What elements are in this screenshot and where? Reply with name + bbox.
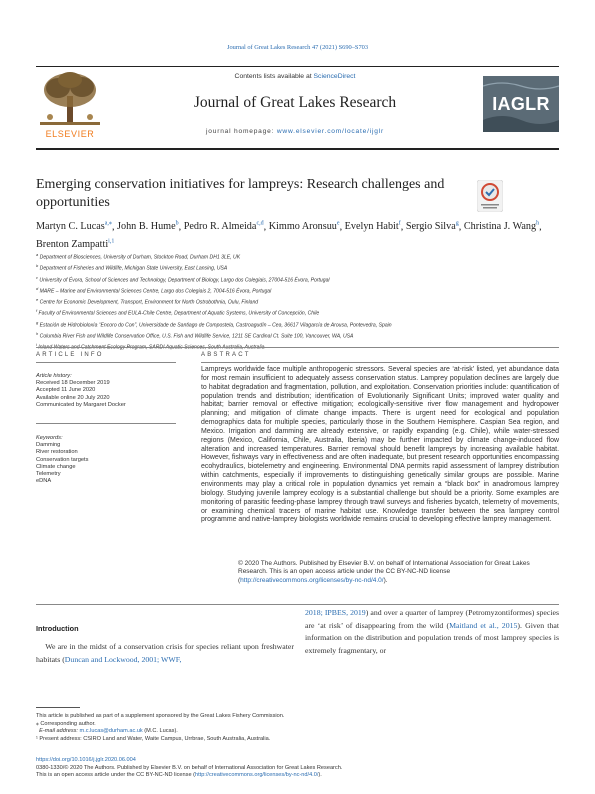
affiliation-marker: f xyxy=(36,308,38,314)
header-bottom-rule xyxy=(36,148,559,150)
copyright-notice xyxy=(238,560,559,585)
affiliation-text: Inland Waters and Catchment Ecology Program, SARDI Aquatic Sciences, South Australia, Australia xyxy=(36,344,265,351)
copyright-text: © 2020 The Authors. Published by Elsevier B.V. on behalf of International Association for Great Lakes Research. This is an open access article under the CC BY-NC-ND license ( xyxy=(238,560,530,584)
article-info-rule xyxy=(36,362,176,363)
affiliation-text: MARE – Marine and Environmental Sciences Centre, Largo dos Colegiais 2, 7004-516 Évora, Portugal xyxy=(38,288,272,295)
author-name-text: Brenton Zampatti xyxy=(36,239,109,251)
affiliation-item xyxy=(36,262,556,273)
history-item: Available online 20 July 2020 xyxy=(36,394,110,401)
journal-title: Journal of Great Lakes Research xyxy=(193,94,397,111)
author-affiliation-marker[interactable]: a,⁎ xyxy=(104,221,112,227)
intro-text-right-end: ). Given that information on the distribution and population trends of most lamprey species is extremely fragmentary, or xyxy=(305,620,559,655)
footnote-rule xyxy=(36,707,80,708)
affiliation-text: Columbia River Fish and Wildlife Conservation Office, U.S. Fish and Wildlife Service, 1211 SE Cardinal Ct. Suite 100, Vancouver, WA, USA xyxy=(38,333,354,340)
intro-text-right: ) and over a quarter of lamprey (Petromyzontiformes) species are ‘at risk’ of disappearing from the wild ( xyxy=(305,608,560,630)
keyword-item: Climate change xyxy=(36,463,76,470)
author-affiliation-marker[interactable]: c,d xyxy=(256,221,264,227)
email-suffix: (M.C. Lucas). xyxy=(142,728,178,735)
check-for-updates-icon xyxy=(477,180,503,212)
author-name[interactable] xyxy=(117,221,179,232)
contents-line xyxy=(112,73,478,80)
affiliation-marker: h xyxy=(36,330,39,336)
open-access-link[interactable]: http://creativecommons.org/licenses/by-nc-nd/4.0/ xyxy=(194,772,319,779)
affiliation-marker: i xyxy=(36,342,37,348)
footnotes xyxy=(36,713,559,743)
doi-link[interactable]: https://doi.org/10.1016/j.jglr.2020.06.004 xyxy=(36,757,136,763)
iaglr-logo-text: IAGLR xyxy=(492,94,550,114)
history-label: Article history: xyxy=(36,373,72,379)
affiliations xyxy=(36,251,556,353)
affiliation-item xyxy=(36,330,556,341)
author-affiliation-marker[interactable]: f xyxy=(398,221,401,227)
authors-rule xyxy=(36,347,559,348)
iaglr-logo[interactable] xyxy=(483,76,559,132)
citation-wwf-ipbes[interactable]: 2018; IPBES, 2019 xyxy=(305,608,366,617)
author-name-text: Evelyn Habit xyxy=(344,221,399,233)
history-item: Accepted 11 June 2020 xyxy=(36,387,96,394)
affiliation-item xyxy=(36,319,556,330)
open-access-text: This is an open access article under the CC BY-NC-ND license ( xyxy=(36,772,195,779)
history-rule xyxy=(36,423,176,424)
author-name[interactable] xyxy=(406,221,459,232)
keywords-label: Keywords: xyxy=(36,435,63,441)
journal-reference[interactable]: Journal of Great Lakes Research 47 (2021) S690–S703 xyxy=(226,44,369,51)
author-name[interactable] xyxy=(269,221,340,232)
affiliation-text: Faculty of Environmental Sciences and EULA-Chile Centre, Department of Aquatic Systems, University of Concepción, Chile xyxy=(37,311,320,318)
header-top-rule xyxy=(36,66,559,67)
author-affiliation-marker[interactable]: h xyxy=(536,221,540,227)
keyword-item: Telemetry xyxy=(36,471,61,478)
author-name[interactable] xyxy=(184,221,264,232)
copyright-close: ). xyxy=(383,576,388,584)
author-affiliation-marker[interactable]: e xyxy=(336,221,340,227)
elsevier-logo[interactable] xyxy=(36,70,104,142)
open-access-close: ). xyxy=(318,772,322,779)
keywords-list xyxy=(36,442,166,485)
affiliation-text: Department of Biosciences, University of Durham, Stockton Road, Durham DH1 3LE, UK xyxy=(38,254,241,261)
keyword-item: River restoration xyxy=(36,449,78,456)
history-item: Communicated by Margaret Docker xyxy=(36,401,126,408)
author-name-text: Martyn C. Lucas xyxy=(36,221,105,233)
homepage-link[interactable]: www.elsevier.com/locate/ijglr xyxy=(276,128,384,135)
affiliation-item xyxy=(36,296,556,307)
keyword-item: Damming xyxy=(36,442,61,449)
footnote-email xyxy=(36,728,559,736)
check-for-updates-button[interactable] xyxy=(477,180,503,212)
citation-maitland[interactable]: Maitland et al., 2015 xyxy=(449,620,518,630)
keyword-item: Conservation targets xyxy=(36,456,89,463)
intro-column-left xyxy=(36,641,294,666)
author-name[interactable] xyxy=(464,221,539,232)
affiliation-text: Department of Fisheries and Wildlife, Michigan State University, East Lansing, USA xyxy=(38,265,228,272)
elsevier-tree-icon xyxy=(36,70,104,128)
page-footer xyxy=(36,757,559,780)
email-link[interactable]: m.c.lucas@durham.ac.uk xyxy=(79,728,143,735)
affiliation-marker: d xyxy=(36,285,39,291)
affiliation-item xyxy=(36,285,556,296)
affiliation-marker: e xyxy=(36,297,39,303)
author-name[interactable] xyxy=(36,221,112,232)
history-list xyxy=(36,380,166,409)
journal-banner xyxy=(112,70,478,136)
history-item: Received 18 December 2019 xyxy=(36,380,110,387)
email-label: E-mail address: xyxy=(39,728,80,735)
abstract-text: Lampreys worldwide face multiple anthropogenic stressors. Several species are ‘at-risk’ listed, yet abundance data for most remain insufficient to adequately assess conservation status. Lamprey population declines are largely due to habitat degradation and fragmentation, pollution, and exploitation. Conservation priorities include: quantification of population trends and distribution; identification of Evolutionarily Significant Units; improved water quality and habitat; barrier removal or effective mitigation; ecologically-sensitive river flow management and hydropower planning; and mitigation of climate change impacts. There is urgent need for ecological and population demographics data for multiple species, particularly those in the Southern Hemisphere. Caspian Sea region, and Mexico. Irrigation and damming are already extensive, or rapidly expanding (e.g. Chile), while water-stressed regions (Mexico, California, Chile, Australia, Iberia) may be further impacted by climate change-induced flow alteration and increased temperatures. Barrier removal should benefit lampreys by increasing available habitat. However, fishways vary in effectiveness and are often inadequate, but present research opportunities encompassing ecohydraulics, biotelemetry and engineering. Environmental DNA permits rapid assessment of lamprey distribution within catchments, especially if improvements to distinguishing genetically similar groups are possible. Marine environments may play a critical role in population dynamics yet remain a “black box” in anadromous lamprey biology. Studying juvenile lamprey ecology is a substantial challenge but should be a priority. Some examples are monitoring of parasitic feeding-phase lamprey through trawl surveys and fisheries bycatch, telemetry of movements, or examining chemical tracers of marine habitat use. Knowledge transfer between the sea lamprey control programme and native-lamprey biologists worldwide remains crucial to developing effective lamprey management. xyxy=(201,366,559,524)
keyword-item: eDNA xyxy=(36,478,52,485)
affiliation-text: University of Évora, School of Sciences and Technology, Department of Biology, Largo dos Colegiais, 27004-516 Évora, Portugal xyxy=(38,277,330,284)
affiliation-marker: c xyxy=(36,274,38,280)
intro-column-right xyxy=(305,607,559,657)
citation-duncan-wwf[interactable]: Duncan and Lockwood, 2001; WWF, xyxy=(64,654,182,664)
article-info-heading: ARTICLE INFO xyxy=(36,352,104,358)
issn-line: 0380-1330/© 2020 The Authors. Published by Elsevier B.V. on behalf of International Association for Great Lakes Research. xyxy=(36,764,343,771)
author-list: Martyn C. Lucas$^{a,⁎}$, John B. Hume$^b$, Pedro R. Almeida$^{c,d}$, Kimmo Aronsuu$^e$, Evelyn Habit$^f$, Sergio Silva$^g$, Christina J. Wang$^h$, Brenton Zampatti$^{i,1}$ xyxy=(36,221,542,251)
author-affiliation-marker[interactable]: b xyxy=(175,221,179,227)
affiliation-item xyxy=(36,307,556,318)
author-name-text: John B. Hume xyxy=(117,221,176,233)
abstract-bottom-rule xyxy=(36,604,559,605)
article-title: Emerging conservation initiatives for lampreys: Research challenges and opportunities xyxy=(36,177,445,210)
affiliation-marker: b xyxy=(36,263,39,269)
affiliation-item xyxy=(36,251,556,262)
author-name-text: Pedro R. Almeida xyxy=(183,221,257,233)
author-name[interactable] xyxy=(36,239,114,250)
affiliation-marker: g xyxy=(36,319,39,325)
affiliation-text: Estación de Hidrobioloxía “Encoro do Con”, Universidade de Santiago de Compostela, Castroagudín – Cea, 36617 Vilagarcía de Arousa, Pontevedra, Spain xyxy=(38,322,392,329)
author-affiliation-marker[interactable]: g xyxy=(455,221,459,227)
footnote-corresponding: ⁎ Corresponding author. xyxy=(36,720,96,727)
abstract-rule xyxy=(201,362,559,363)
footnote-present-address: ¹ Present address: CSIRO Land and Water, Waite Campus, Urrbrae, South Australia, Australia. xyxy=(36,735,271,742)
abstract-heading: ABSTRACT xyxy=(201,352,251,358)
author-affiliation-marker[interactable]: i,1 xyxy=(108,238,115,245)
open-access-line xyxy=(36,772,559,780)
intro-text-left: We are in the midst of a conservation crisis for species reliant upon freshwater habitats ( xyxy=(36,642,294,664)
author-name-text: Kimmo Aronsuu xyxy=(268,221,337,233)
sciencedirect-link[interactable]: ScienceDirect xyxy=(313,73,356,80)
author-name-text: Christina J. Wang xyxy=(463,221,537,233)
affiliation-item xyxy=(36,274,556,285)
affiliation-marker: a xyxy=(36,252,39,257)
contents-prefix: Contents lists available at xyxy=(234,73,314,80)
homepage-prefix: journal homepage: xyxy=(206,128,277,135)
article-history xyxy=(36,373,166,409)
publisher-name: ELSEVIER xyxy=(45,129,95,139)
journal-masthead xyxy=(36,70,559,144)
introduction-heading: Introduction xyxy=(36,624,79,633)
affiliation-text: Centre for Economic Development, Transport, Environment for North Ostrobothnia, Oulu, Finland xyxy=(38,299,259,306)
author-name[interactable] xyxy=(345,221,401,232)
footnote-supplement: This article is published as part of a supplement sponsored by the Great Lakes Fishery Commission. xyxy=(36,713,285,719)
keywords-block xyxy=(36,435,166,485)
author-name-text: Sergio Silva xyxy=(405,221,456,233)
license-link[interactable]: http://creativecommons.org/licenses/by-nc-nd/4.0/ xyxy=(240,576,384,584)
journal-homepage xyxy=(112,128,478,135)
